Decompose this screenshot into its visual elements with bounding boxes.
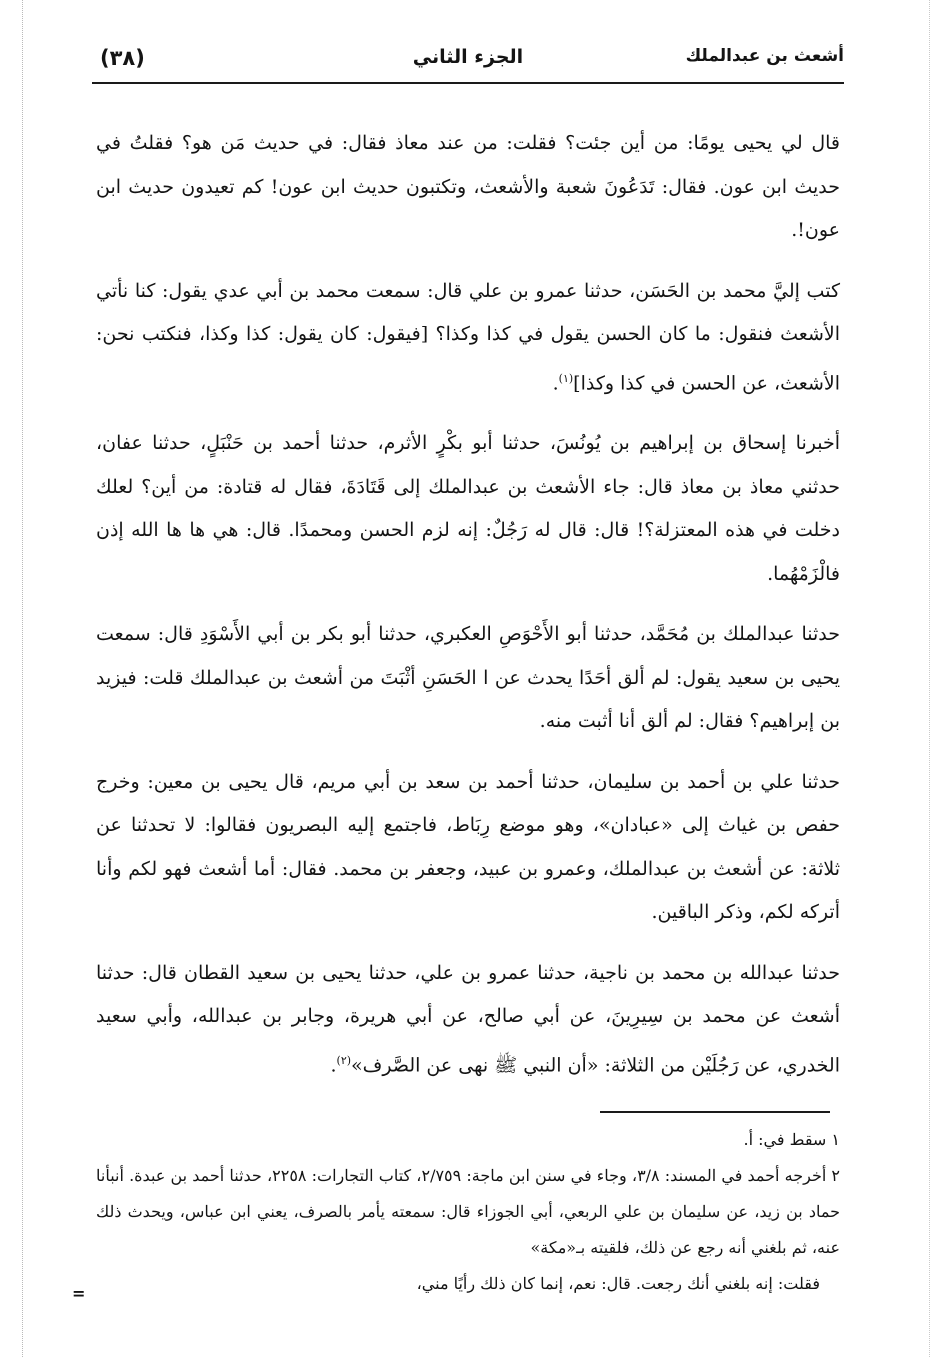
paragraph-2 <box>96 270 840 406</box>
paragraph-text: حدثنا عبدالملك بن مُحَمَّد، حدثنا أبو الأَحْوَصِ العكبري، حدثنا أبو بكر بن أبي الأَسْوَدِ قال: سمعت يحيى بن سعيد يقول: لم ألق أحَدًا يحدث عن ا الحَسَنِ أثْبَتَ من أشعث بن عبدالملك قلت: فيزيد بن إبراهيم؟ فقال: لم ألق أنا أثبت منه. <box>96 623 840 733</box>
paragraph-5 <box>96 761 840 935</box>
paragraph-text: أخبرنا إسحاق بن إبراهيم بن يُونُسَ، حدثنا أبو بكْرٍ الأثرم، حدثنا أحمد بن حَنْبَلٍ، حدثنا عفان، حدثني معاذ بن معاذ قال: جاء الأشعث بن عبدالملك إلى قَتَادَةَ، فقال له قتادة: من أين؟ لعلك دخلت في هذه المعتزلة؟! قال: قال له رَجُلٌ: إنه لزم الحسن ومحمدًا. قال: هي ها ها الله إذن فالْزَمْهُما. <box>96 432 840 585</box>
paragraph-text: حدثنا عبدالله بن محمد بن ناجية، حدثنا عمرو بن علي، حدثنا يحيى بن سعيد القطان قال: حدثنا أشعث عن محمد بن سِيرِينَ، عن أبي صالح، عن أبي هريرة، وجابر بن عبدالله، وأبي سعيد الخدري، عن رَجُلَيْن من الثلاثة: «أن النبي ﷺ نهى عن الصَّرف» <box>96 961 840 1077</box>
author-title: أشعث بن عبدالملك <box>685 46 844 66</box>
footnotes-separator <box>600 1111 830 1113</box>
paragraph-text: قال لي يحيى يومًا: من أين جئت؟ فقلت: من عند معاذ فقال: في حديث مَن هو؟ فقلتُ في حديث ابن عون. فقال: تَدَعُونَ شعبة والأشعث، وتكتبون حديث ابن عون! كم تعيدون حديث ابن عون!. <box>96 132 840 241</box>
paragraph-4 <box>96 613 840 744</box>
running-header <box>92 40 844 80</box>
paragraph-tail: . <box>330 1054 337 1077</box>
paragraph-3 <box>96 422 840 596</box>
paragraph-1 <box>96 122 840 253</box>
page-number: (٣٨) <box>100 46 145 70</box>
scan-margin-dotted-line <box>22 0 23 1357</box>
main-text <box>96 122 840 1105</box>
footnote-1: ١ سقط في: أ. <box>743 1130 840 1149</box>
footnote-2: ٢ أخرجه أحمد في المسند: ٣/٨، وجاء في سنن ابن ماجة: ٢/٧٥٩، كتاب التجارات: ٢٢٥٨، حدثنا أحمد بن عبدة. أنبأنا حماد بن زيد، عن سليمان بن علي الربعي، أبي الجوزاء قال: سمعته يأمر بالصرف، يعني ابن عباس، ويحدث ذلك عنه، ثم بلغني أنه رجع عن ذلك، فلقيته بـ«مكة» <box>96 1166 841 1257</box>
part-title: الجزء الثاني <box>412 46 524 68</box>
margin-mark: = <box>72 1284 86 1303</box>
paragraph-text: حدثنا علي بن أحمد بن سليمان، حدثنا أحمد بن سعد بن أبي مريم، قال يحيى بن معين: وخرج حفص بن غياث إلى «عبادان»، وهو موضع رِبَاط، فاجتمع إليه البصريون فقالوا: لا تحدثنا عن ثلاثة: عن أشعث بن عبدالملك، وعمرو بن عبيد، وجعفر بن محمد. فقال: أما أشعث فهو لكم وأنا أتركه لكم، وذكر الباقين. <box>96 770 840 924</box>
paragraph-6 <box>96 952 840 1088</box>
footnote-2-continuation: فقلت: إنه بلغني أنك رجعت. قال: نعم، إنما كان ذلك رأيًا مني، <box>416 1274 820 1293</box>
paragraph-text: كتب إليَّ محمد بن الحَسَن، حدثنا عمرو بن علي قال: سمعت محمد بن أبي عدي يقول: كنا نأتي الأشعث فنقول: ما كان الحسن يقول في كذا وكذا؟ [فيقول: كان يقول: كذا وكذا، فنكتب نحن: الأشعث، عن الحسن في كذا وكذا] <box>96 279 840 394</box>
footnote-reference: (١) <box>558 371 574 385</box>
header-rule <box>92 82 844 84</box>
paragraph-tail: . <box>552 371 559 394</box>
footnotes <box>96 1122 840 1302</box>
footnote-reference: (٢) <box>336 1053 352 1067</box>
scan-margin-dotted-line <box>929 0 930 1357</box>
